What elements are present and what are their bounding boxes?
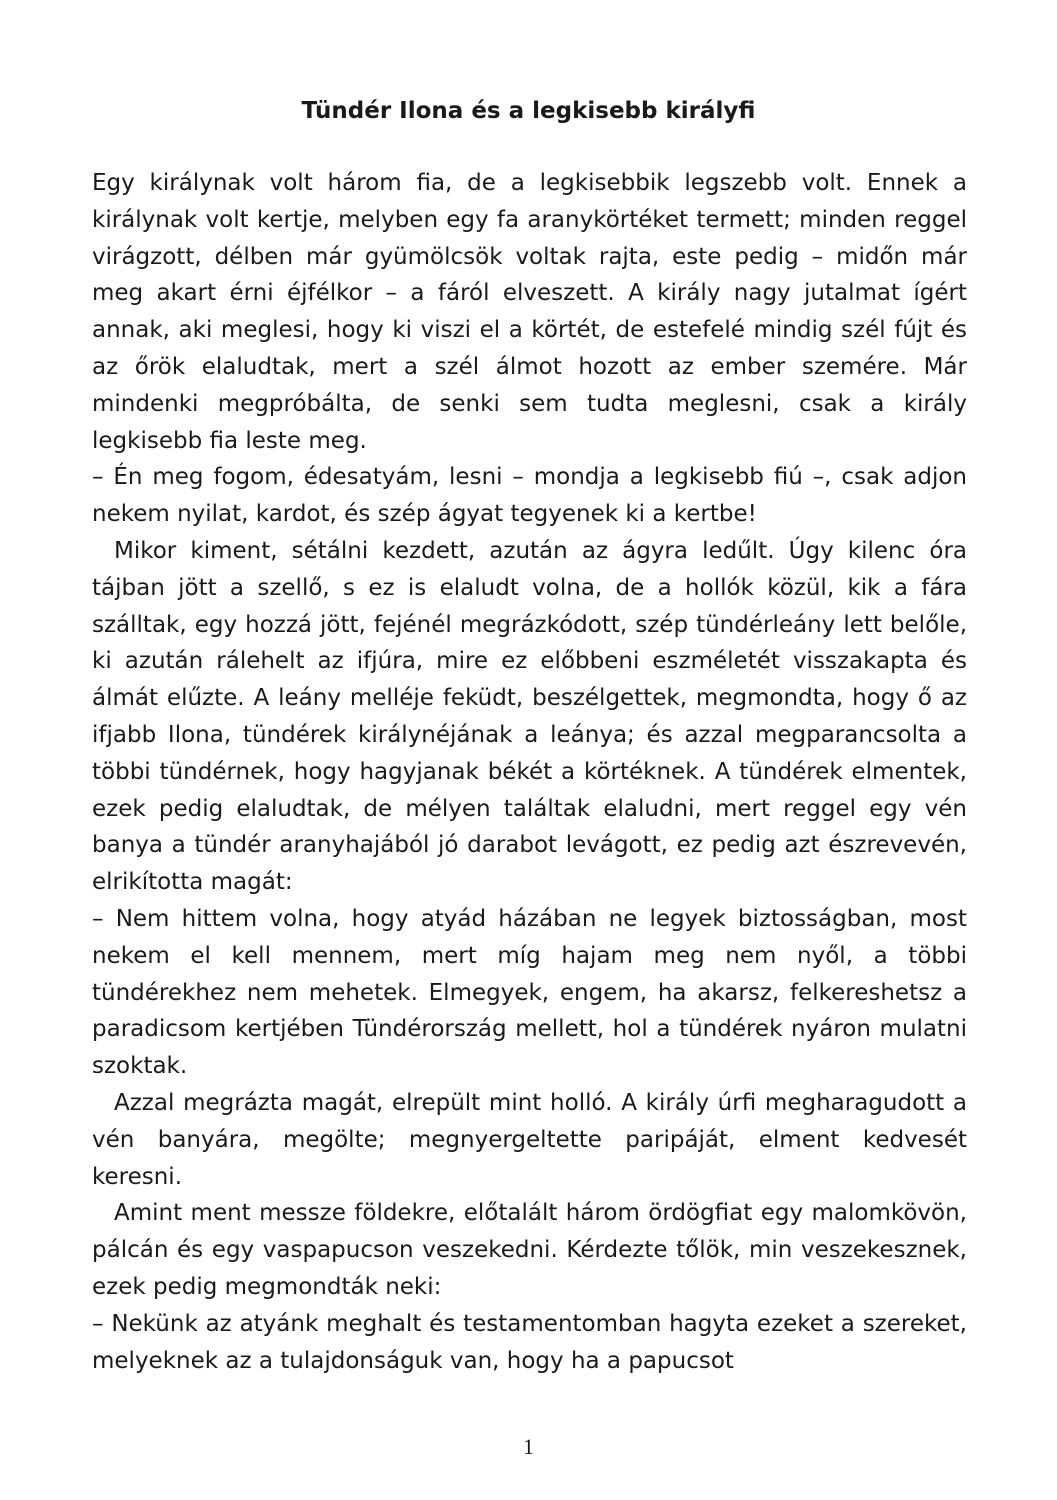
paragraph: Mikor kiment, sétálni kezdett, azután az ágyra ledűlt. Úgy kilenc óra tájban jött a szellő, s ez is elaludt volna, de a hollók közül, kik a fára szálltak, egy hozzá jött, fejénél megrázkódott, szép tündérleány lett belőle, ki azután rálehelt az ifjúra, mire ez előbbeni eszméletét visszakapta és álmát elűzte. A leány melléje feküdt, beszélgettek, megmondta, hogy ő az ifjabb Ilona, tündérek királynéjának a leánya; és azzal megparancsolta a többi tündérnek, hogy hagyjanak békét a körtéknek. A tündérek elmentek, ezek pedig elaludtak, de mélyen találtak elaludni, mert reggel egy vén banya a tündér aranyhajából jó darabot levágott, ez pedig azt észrevevén, elrikította magát:: [92, 537, 967, 896]
paragraph: – Nem hittem volna, hogy atyád házában ne legyek biztosságban, most nekem el kell mennem, mert míg hajam meg nem nyől, a többi tündérekhez nem mehetek. Elmegyek, engem, ha akarsz, felkereshetsz a paradicsom kertjében Tündérország mellett, hol a tündérek nyáron mulatni szoktak.: [92, 905, 967, 1080]
page-number: 1: [523, 1434, 534, 1459]
document-title: Tündér Ilona és a legkisebb királyfi: [301, 98, 756, 124]
paragraph: – Nekünk az atyánk meghalt és testamentomban hagyta ezeket a szereket, melyeknek az a tulajdonságuk van, hogy ha a papucsot: [92, 1310, 967, 1374]
paragraph: Amint ment messze földekre, előtalált három ördögfiat egy malomkövön, pálcán és egy vaspapucson veszekedni. Kérdezte tőlök, min veszekesznek, ezek pedig megmondták neki:: [92, 1200, 967, 1300]
paragraph: Egy királynak volt három fia, de a legkisebbik legszebb volt. Ennek a királynak volt kertje, melyben egy fa aranykörtéket termett; minden reggel virágzott, délben már gyümölcsök voltak rajta, este pedig – midőn már meg akart érni éjfélkor – a fáról elveszett. A király nagy jutalmat ígért annak, aki meglesi, hogy ki viszi el a körtét, de estefelé mindig szél fújt és az őrök elaludtak, mert a szél álmot hozott az ember szemére. Már mindenki megpróbálta, de senki sem tudta meglesni, csak a király legkisebb fia leste meg.: [92, 170, 967, 454]
document-body: [92, 165, 967, 1379]
paragraph: – Én meg fogom, édesatyám, lesni – mondja a legkisebb fiú –, csak adjon nekem nyilat, kardot, és szép ágyat tegyenek ki a kertbe!: [92, 464, 967, 528]
paragraph: Azzal megrázta magát, elrepült mint holló. A király úrfi megharagudott a vén banyára, megölte; megnyergeltette paripáját, elment kedvesét keresni.: [92, 1089, 967, 1190]
